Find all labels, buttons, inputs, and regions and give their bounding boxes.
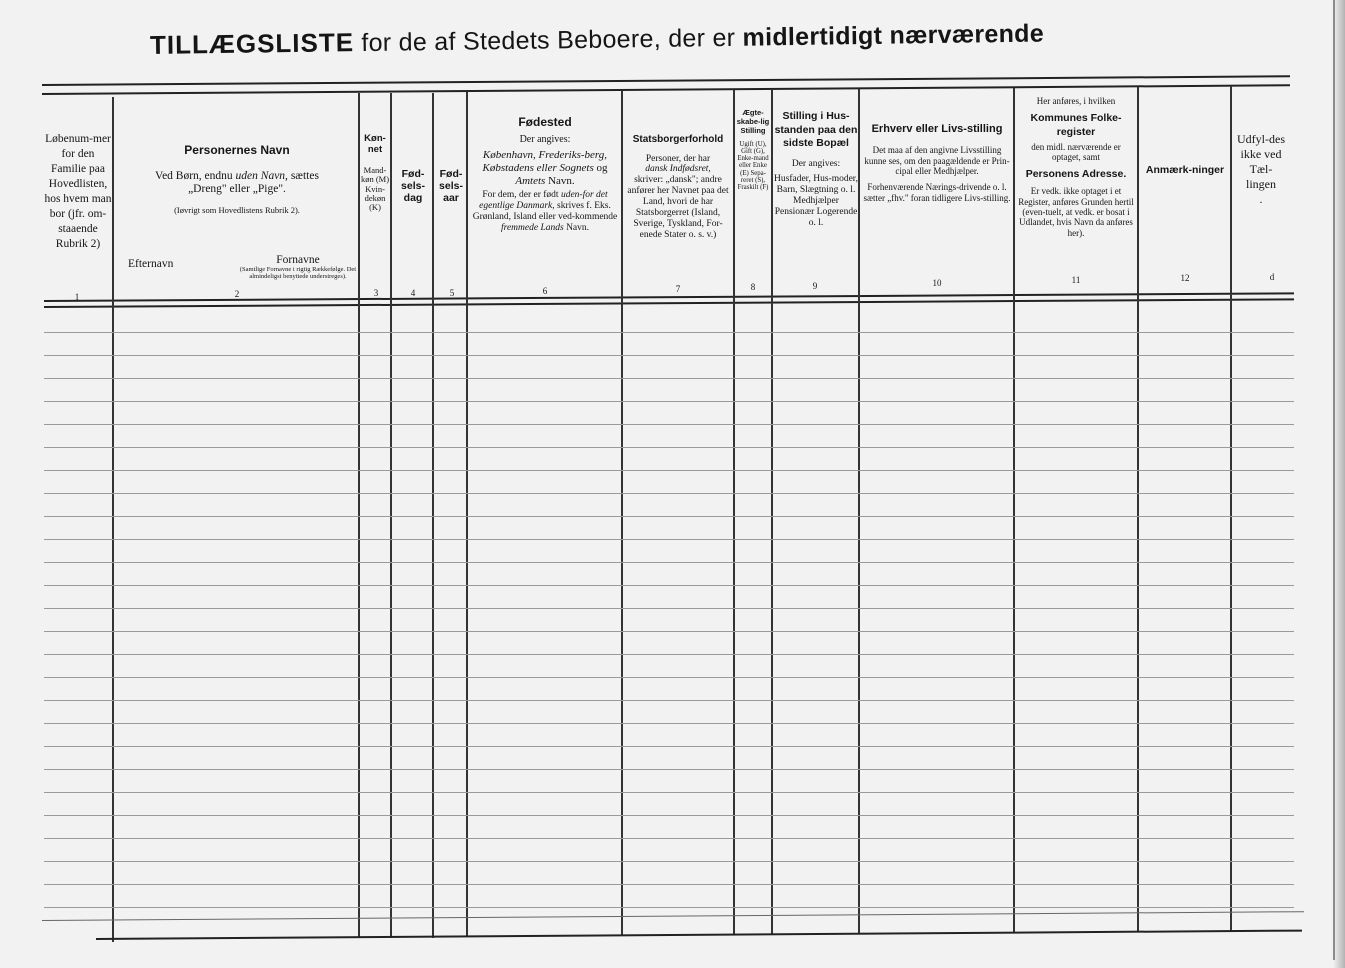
col7-t1: Personer, der har	[645, 153, 711, 164]
col1-text: Løbenum-mer for den Familie paa Hovedlisten, hos hvem man bor (jfr. om-staaende Rubrik 2)	[44, 133, 112, 250]
col2-line2: „Dreng" eller „Pige".	[188, 183, 286, 196]
col7-title: Statsborgerforhold	[632, 134, 724, 145]
col4-title: Fød-sels-dag	[401, 168, 425, 205]
col6-og: og	[596, 161, 608, 174]
col6-header	[470, 116, 620, 234]
table-bottom-rule	[96, 930, 1302, 940]
row-line	[44, 838, 1294, 839]
col8-text: Ugift (U), Gift (G), Enke-mand eller Enke (E) Sepa-reret (S), Fraskilt (F)	[737, 141, 769, 191]
row-line	[44, 355, 1294, 356]
col-rule-5	[466, 92, 468, 937]
row-line	[44, 631, 1294, 632]
col6-p2a: For dem, der er født	[482, 190, 559, 201]
col4-number: 4	[410, 288, 416, 298]
col6-p2i: uden-for det egentlige Danmark,	[479, 190, 608, 212]
row-line	[44, 447, 1294, 448]
col3-text: Mand-køn (M) Kvin-dekøn (K)	[360, 164, 390, 213]
col11-title: Kommunes Folke-register	[1030, 112, 1122, 138]
col10-number: 10	[932, 278, 942, 288]
row-line	[44, 401, 1294, 402]
col-rule-8	[771, 90, 773, 935]
col7-number: 7	[675, 284, 681, 294]
col10-title: Erhverv eller Livs-stilling	[871, 123, 1003, 135]
col5-header	[436, 168, 466, 204]
table-bottom-rule-2	[42, 911, 1304, 921]
col-rule-12	[1230, 86, 1232, 931]
col6-number: 6	[542, 286, 548, 296]
row-line	[44, 585, 1294, 586]
col2-line1-italic: uden Navn,	[235, 169, 288, 182]
col3-title: Køn-net	[364, 134, 386, 155]
col11-title2: Personens Adresse.	[1025, 168, 1127, 181]
row-line	[44, 815, 1294, 816]
col5-title: Fød-sels-aar	[439, 168, 463, 205]
header-top-rule-2	[42, 84, 1290, 95]
col10-t2: Forhenværende Nærings-drivende o. l. sætter „fhv." foran tidligere Livs-stilling.	[863, 182, 1011, 203]
col10-header	[862, 122, 1012, 203]
col8-number: 8	[750, 282, 756, 292]
form-title	[150, 15, 1190, 61]
col8-header	[735, 108, 771, 191]
title-middle: for de af Stedets Beboere, der er	[361, 23, 736, 58]
row-line	[44, 769, 1294, 770]
row-line	[44, 723, 1294, 724]
col6-title: Fødested	[518, 116, 572, 129]
col9-text: Husfader, Hus-moder, Barn, Slægtning o. l. Medhjælper Pensionær Logerende o. l.	[774, 173, 858, 228]
row-line	[44, 861, 1294, 862]
col3-number: 3	[373, 288, 379, 298]
col11-header	[1016, 96, 1136, 238]
page-edge-shadow	[1333, 0, 1345, 968]
row-line	[44, 608, 1294, 609]
col-rule-7	[733, 90, 735, 935]
col2-line1: Ved Børn, endnu	[155, 169, 233, 182]
col6-sub: Der angives:	[519, 133, 571, 145]
title-end: midlertidigt nærværende	[742, 19, 1045, 52]
col6-italic2: Amtets	[515, 174, 546, 187]
col6-italic1: København, Frederiks-berg, Købstadens eller Sognets	[482, 149, 608, 174]
row-line	[44, 677, 1294, 678]
row-line	[44, 378, 1294, 379]
col2-note: (Iøvrigt som Hovedlistens Rubrik 2).	[174, 205, 300, 216]
title-main: TILLÆGSLISTE	[149, 27, 355, 60]
efternavn-label: Efternavn	[128, 258, 174, 270]
col12-header	[1140, 164, 1230, 176]
row-line	[44, 516, 1294, 517]
col7-header	[623, 134, 733, 241]
col2-efternavn	[128, 258, 198, 271]
col3-header	[360, 134, 390, 213]
row-line	[44, 654, 1294, 655]
row-line	[44, 746, 1294, 747]
cold-text: Udfyl-des ikke ved Tæl-lingen	[1237, 132, 1285, 191]
col12-number: 12	[1180, 273, 1190, 283]
col2-instruction	[118, 170, 356, 196]
header-top-rule	[42, 75, 1290, 86]
col2-number: 2	[234, 289, 240, 299]
col6-p2b: skrives f. Eks. Grønland, Island eller ved-kommende	[472, 201, 618, 223]
col11-t0: Her anføres, i hvilken	[1036, 96, 1116, 106]
col10-t1: Det maa af den angivne Livsstilling kunne ses, om den paagældende er Prin-cipal eller Medhjælper.	[864, 145, 1010, 177]
row-line	[44, 470, 1294, 471]
col11-t2: Er vedk. ikke optaget i et Register, anføres Grunden hertil (even-tuelt, at vedk. er bosat i Udlandet, hvis Navn da anføres her).	[1018, 186, 1134, 238]
col6-p2c: Navn.	[566, 222, 590, 233]
col11-number: 11	[1071, 275, 1081, 285]
col5-number: 5	[449, 288, 455, 298]
row-line	[44, 562, 1294, 563]
row-line	[44, 700, 1294, 701]
col7-t2: skriver: „dansk"; andre anfører her Navnet paa det Land, hvori de har Statsborgerret (Island, Sverige, Tyskland, For-enede Stater o. s. v.)	[627, 175, 729, 240]
col1-header	[44, 132, 112, 252]
col9-sub: Der angives:	[791, 158, 841, 169]
fornavne-note: (Samtlige Fornavne i rigtig Rækkefølge. Det almindeligst benyttede understreges).	[239, 266, 357, 281]
row-line	[44, 539, 1294, 540]
col11-t1: den midl. nærværende er optaget, samt	[1031, 141, 1121, 162]
cold-number: d	[1269, 272, 1275, 282]
col-rule-11	[1137, 87, 1139, 932]
row-line	[44, 884, 1294, 885]
col12-title: Anmærk-ninger	[1145, 164, 1225, 176]
col9-number: 9	[812, 281, 818, 291]
col6-text2	[470, 190, 620, 234]
col7-text	[623, 154, 733, 241]
col7-t1i: dansk Indfødsret,	[645, 164, 711, 175]
col4-header	[394, 168, 432, 204]
col-rule-9	[858, 89, 860, 934]
row-line	[44, 332, 1294, 333]
col9-title: Stilling i Hus-standen paa den sidste Bopæl	[774, 110, 858, 150]
col2-line1-end: sættes	[290, 169, 319, 182]
col2-header	[118, 144, 356, 216]
row-line	[44, 424, 1294, 425]
col6-navn: Navn.	[548, 174, 575, 187]
col-rule-10	[1013, 88, 1015, 933]
col2-fornavne	[238, 254, 358, 281]
col1-number: 1	[74, 292, 80, 302]
col6-p2i2: fremmede Lands	[500, 222, 564, 233]
fornavne-label: Fornavne	[276, 254, 320, 266]
cold-header	[1236, 132, 1286, 207]
row-line	[44, 907, 1294, 908]
col6-text1	[470, 149, 620, 187]
col2-title: Personernes Navn	[184, 144, 290, 157]
col9-header	[774, 110, 858, 228]
row-line	[44, 792, 1294, 793]
row-line	[44, 493, 1294, 494]
cold-dot: .	[1259, 192, 1263, 206]
col8-title: Ægte-skabe-lig Stilling	[736, 108, 770, 135]
